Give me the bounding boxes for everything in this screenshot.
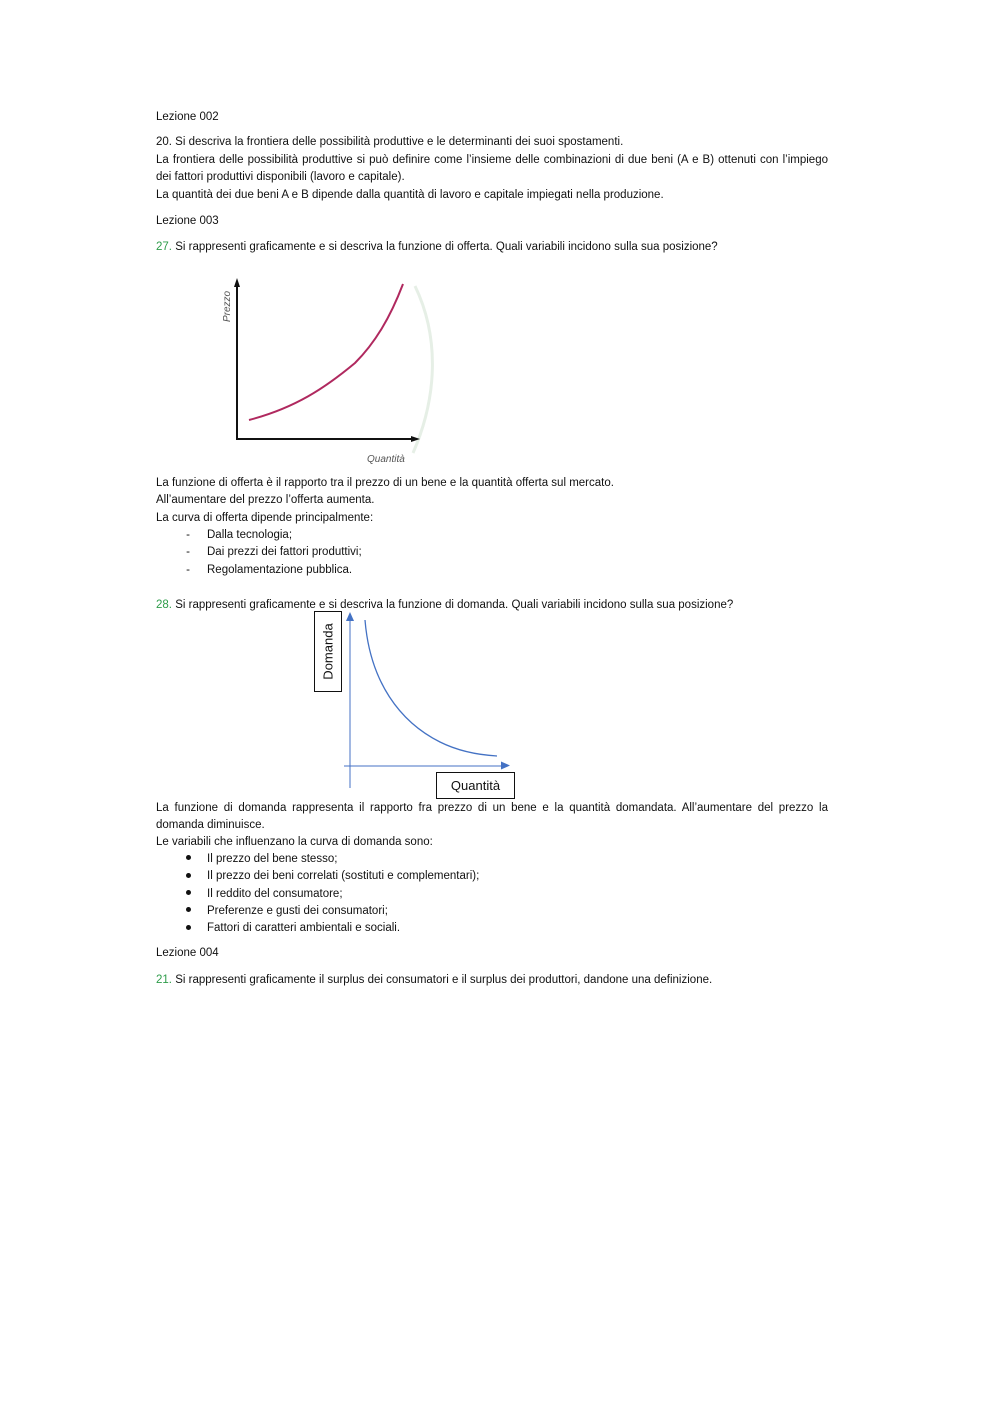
demand-variables-list [156, 851, 479, 937]
supply-curve [249, 284, 403, 420]
list-item: Il prezzo del bene stesso; [156, 851, 479, 868]
question-28-answer-p1: La funzione di domanda rappresenta il rapporto fra prezzo di un bene e la quantità domandata. All’aumentare del prezzo la domanda diminuisce. [156, 802, 828, 831]
question-27-text: Si rappresenti graficamente e si descriva la funzione di offerta. Quali variabili incidono sulla sua posizione? [175, 241, 718, 253]
demand-y-axis-arrow [346, 612, 354, 621]
question-27-answer-line-1: La funzione di offerta è il rapporto tra il prezzo di un bene e la quantità offerta sul mercato. [156, 477, 614, 489]
question-20-answer-p1: La frontiera delle possibilità produttive si può definire come l’insieme delle combinazioni di due beni (A e B) ottenuti con l’impiego dei fattori produttivi disponibili (lavoro e capitale). [156, 154, 828, 183]
list-item: - Dai prezzi dei fattori produttivi; [156, 544, 362, 561]
demand-x-label: Quantità [450, 778, 501, 793]
question-28-text: Si rappresenti graficamente e si descriva la funzione di domanda. Quali variabili incidono sulla sua posizione? [175, 599, 734, 611]
question-21 [156, 972, 828, 989]
question-21-text: Si rappresenti graficamente il surplus dei consumatori e il surplus dei produttori, dandone una definizione. [175, 974, 713, 986]
supply-faint-arc [413, 286, 432, 453]
bullet-marker [186, 873, 191, 878]
question-20: 20. Si descriva la frontiera delle possibilità produttive e le determinanti dei suoi spostamenti. [156, 136, 624, 148]
lesson-heading-003: Lezione 003 [156, 215, 219, 227]
list-item: Il reddito del consumatore; [156, 886, 479, 903]
question-27-answer-line-2: All’aumentare del prezzo l’offerta aumenta. [156, 494, 375, 506]
list-item: - Regolamentazione pubblica. [156, 562, 362, 579]
question-20-answer-p2: La quantità dei due beni A e B dipende dalla quantità di lavoro e capitale impiegati nella produzione. [156, 189, 664, 201]
dash-marker: - [186, 563, 190, 576]
supply-curve-figure [215, 278, 440, 470]
question-28-number: 28. [156, 599, 172, 611]
question-27 [156, 239, 828, 256]
list-item: Preferenze e gusti dei consumatori; [156, 903, 479, 920]
bullet-marker [186, 890, 191, 895]
list-item: Il prezzo dei beni correlati (sostituti e complementari); [156, 868, 479, 885]
demand-x-label-box [436, 772, 515, 799]
dash-marker: - [186, 546, 190, 559]
lesson-heading-004: Lezione 004 [156, 947, 219, 959]
supply-determinants-list [156, 527, 362, 579]
bullet-marker [186, 907, 191, 912]
question-27-answer-line-3: La curva di offerta dipende principalmente: [156, 512, 374, 524]
question-21-number: 21. [156, 974, 172, 986]
lesson-heading-002: Lezione 002 [156, 111, 219, 123]
supply-y-axis-arrow [234, 278, 240, 287]
supply-x-label: Quantità [367, 454, 405, 465]
demand-curve [365, 620, 497, 756]
list-item: - Dalla tecnologia; [156, 527, 362, 544]
question-27-number: 27. [156, 241, 172, 253]
demand-y-label-box [314, 611, 342, 692]
question-28-answer-p2: Le variabili che influenzano la curva di domanda sono: [156, 836, 433, 848]
bullet-marker [186, 925, 191, 930]
demand-y-label: Domanda [320, 623, 336, 680]
dash-marker: - [186, 529, 190, 541]
demand-x-axis-arrow [501, 762, 510, 770]
list-item: Fattori di caratteri ambientali e sociali. [156, 920, 479, 937]
supply-y-label: Prezzo [222, 290, 233, 322]
bullet-marker [186, 855, 191, 860]
demand-curve-figure [340, 612, 520, 792]
